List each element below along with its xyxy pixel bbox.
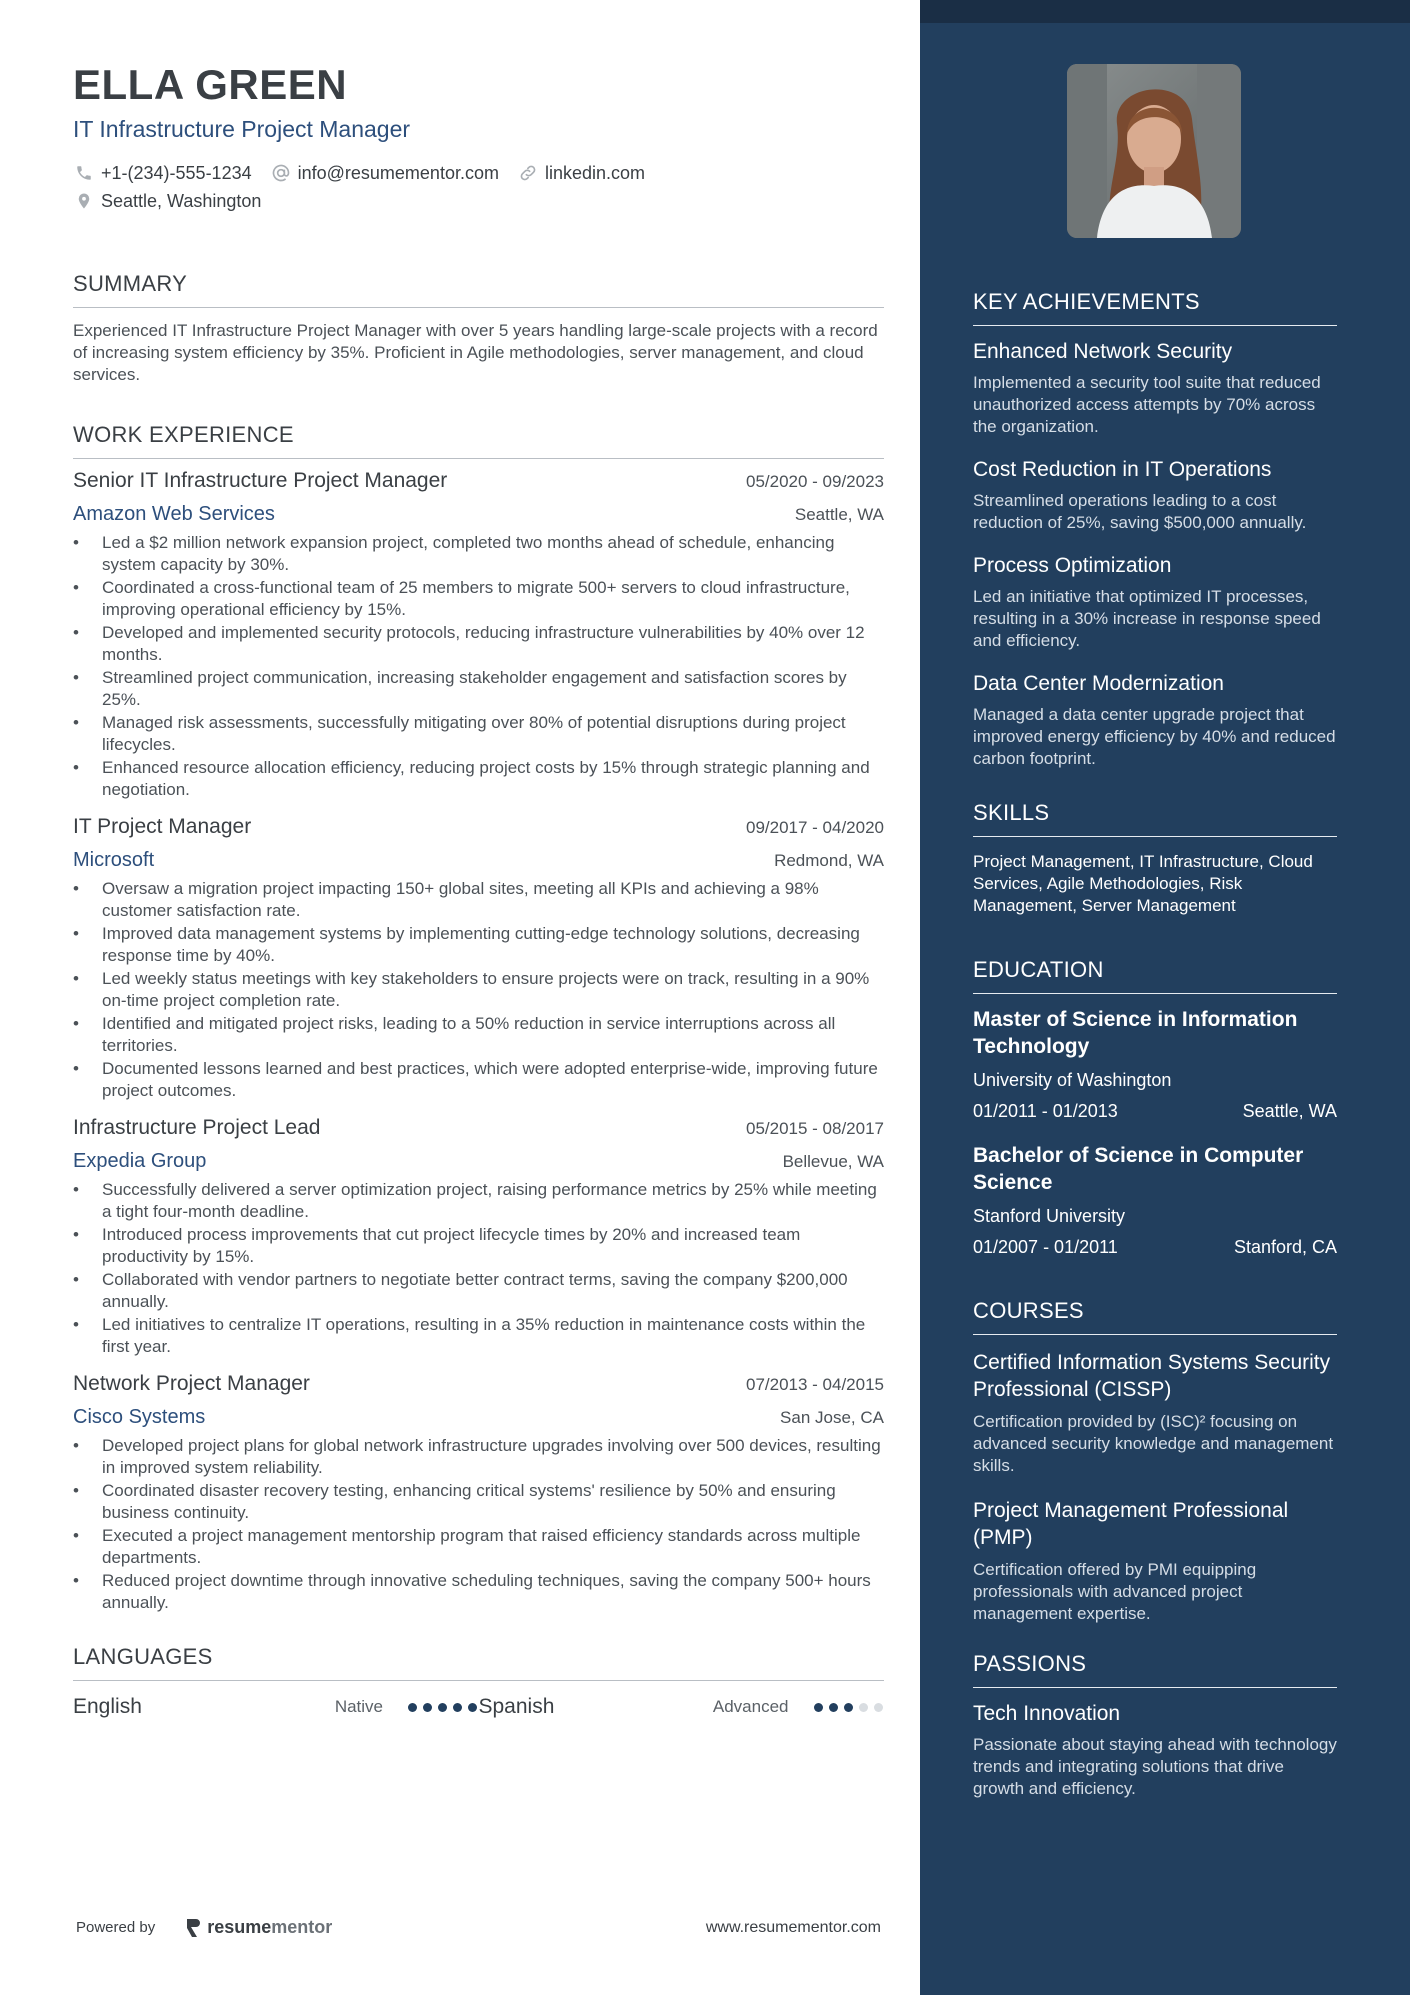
- job-location: Redmond, WA: [774, 851, 884, 871]
- bullet: • Led weekly status meetings with key stakeholders to ensure projects were on track, resulting in a 90% on-time project completion rate.: [73, 968, 884, 1012]
- achievement-text: Implemented a security tool suite that reduced unauthorized access attempts by 70% across the organization.: [973, 373, 1321, 436]
- job-date: 05/2015 - 08/2017: [745, 1119, 884, 1139]
- language-level: Advanced: [712, 1697, 789, 1717]
- bullet: • Led initiatives to centralize IT operations, resulting in a 35% reduction in maintenance costs within the first year.: [73, 1314, 884, 1358]
- achievement-text: Managed a data center upgrade project that improved energy efficiency by 40% and reduced carbon footprint.: [973, 705, 1336, 768]
- language-rating: [814, 1703, 883, 1712]
- passions-heading: PASSIONS: [973, 1651, 1337, 1688]
- job-bullets: [73, 532, 884, 801]
- company-name: Amazon Web Services: [73, 503, 275, 526]
- candidate-role: IT Infrastructure Project Manager: [73, 116, 411, 143]
- contact-phone[interactable]: [73, 162, 252, 184]
- job-title: IT Project Manager: [73, 815, 252, 839]
- achievement-title: Cost Reduction in IT Operations: [973, 458, 1272, 481]
- education-heading: EDUCATION: [973, 957, 1337, 994]
- job-entry: [73, 1116, 884, 1358]
- languages-heading: LANGUAGES: [73, 1644, 884, 1681]
- job-bullets: [73, 878, 884, 1102]
- job-entry: [73, 1372, 884, 1614]
- rating-dot-filled: [453, 1703, 462, 1712]
- experience-section: [73, 422, 884, 1614]
- company-name: Cisco Systems: [73, 1406, 206, 1429]
- bullet: • Collaborated with vendor partners to negotiate better contract terms, saving the company $200,000 annually.: [73, 1269, 884, 1313]
- skills-section: [973, 800, 1337, 917]
- bullet: • Enhanced resource allocation efficiency, reducing project costs by 15% through strategic planning and negotiation.: [73, 757, 884, 801]
- education-degree: Bachelor of Science in Computer Science: [973, 1144, 1304, 1194]
- rating-dot-empty: [874, 1703, 883, 1712]
- bullet: • Documented lessons learned and best practices, which were adopted enterprise-wide, improving future project outcomes.: [73, 1058, 884, 1102]
- rating-dot-filled: [844, 1703, 853, 1712]
- candidate-name: ELLA GREEN: [73, 61, 348, 108]
- summary-section: [73, 271, 884, 386]
- bullet: • Developed and implemented security protocols, reducing infrastructure vulnerabilities by 40% over 12 months.: [73, 622, 884, 666]
- rating-dot-filled: [438, 1703, 447, 1712]
- passions-section: [973, 1651, 1337, 1800]
- contact-linkedin[interactable]: [517, 162, 645, 184]
- achievement-text: Led an initiative that optimized IT processes, resulting in a 30% increase in response speed and efficiency.: [973, 587, 1321, 650]
- job-bullets: [73, 1179, 884, 1358]
- bullet: • Oversaw a migration project impacting 150+ global sites, meeting all KPIs and achieving a 98% customer satisfaction rate.: [73, 878, 884, 922]
- rating-dot-filled: [408, 1703, 417, 1712]
- course-text: Certification provided by (ISC)² focusing on advanced security knowledge and management skills.: [973, 1412, 1334, 1475]
- job-date: 05/2020 - 09/2023: [745, 472, 884, 492]
- main-column: [73, 60, 884, 1727]
- achievement-title: Enhanced Network Security: [973, 340, 1233, 363]
- summary-heading: SUMMARY: [73, 271, 884, 308]
- language-name: English: [73, 1695, 142, 1719]
- profile-photo: [1067, 64, 1241, 238]
- course-text: Certification offered by PMI equipping professionals with advanced project management expertise.: [973, 1560, 1257, 1623]
- course-title: Project Management Professional (PMP): [973, 1499, 1289, 1549]
- education-location: Seattle, WA: [1242, 1101, 1337, 1121]
- rating-dot-filled: [468, 1703, 477, 1712]
- footer: [76, 1917, 881, 1938]
- bullet: • Improved data management systems by implementing cutting-edge technology solutions, decreasing response time by 40%.: [73, 923, 884, 967]
- resumementor-logo[interactable]: [185, 1917, 332, 1938]
- skills-heading: SKILLS: [973, 800, 1337, 837]
- bullet: • Identified and mitigated project risks, leading to a 50% reduction in service interruptions across all territories.: [73, 1013, 884, 1057]
- rating-dot-filled: [814, 1703, 823, 1712]
- sidebar-top-bar: [920, 0, 1410, 23]
- education-school: Stanford University: [973, 1206, 1126, 1226]
- contact-location: [73, 190, 261, 212]
- education-entry: [973, 1006, 1337, 1122]
- rating-dot-empty: [859, 1703, 868, 1712]
- rating-dot-filled: [829, 1703, 838, 1712]
- summary-text: Experienced IT Infrastructure Project Manager with over 5 years handling large-scale projects with a record of increasing system efficiency by 35%. Proficient in Agile methodologies, server management, and cloud services.: [73, 321, 878, 385]
- at-icon: [270, 162, 292, 184]
- rating-dot-filled: [423, 1703, 432, 1712]
- language-rating: [408, 1703, 477, 1712]
- bullet: • Managed risk assessments, successfully mitigating over 80% of potential disruptions during project lifecycles.: [73, 712, 884, 756]
- achievement-title: Process Optimization: [973, 554, 1172, 577]
- job-title: Senior IT Infrastructure Project Manager: [73, 469, 448, 493]
- job-date: 07/2013 - 04/2015: [745, 1375, 884, 1395]
- job-entry: [73, 469, 884, 801]
- job-location: San Jose, CA: [780, 1408, 884, 1428]
- company-name: Microsoft: [73, 849, 155, 872]
- sidebar-column: [973, 289, 1337, 1820]
- education-degree: Master of Science in Information Technology: [973, 1008, 1298, 1058]
- passion-title: Tech Innovation: [973, 1702, 1121, 1725]
- job-date: 09/2017 - 04/2020: [745, 818, 884, 838]
- education-date: 01/2011 - 01/2013: [973, 1101, 1118, 1121]
- linkedin-text: linkedin.com: [544, 162, 646, 183]
- achievements-section: [973, 289, 1337, 770]
- footer-website-link[interactable]: www.resumementor.com: [705, 1918, 881, 1936]
- job-title: Infrastructure Project Lead: [73, 1116, 321, 1140]
- achievement-text: Streamlined operations leading to a cost reduction of 25%, saving $500,000 annually.: [973, 491, 1307, 532]
- resumementor-logo-icon: [185, 1918, 201, 1938]
- bullet: • Coordinated disaster recovery testing, enhancing critical systems' resilience by 50% and ensuring business continuity.: [73, 1480, 884, 1524]
- job-location: Bellevue, WA: [782, 1152, 884, 1172]
- courses-heading: COURSES: [973, 1298, 1337, 1335]
- bullet: • Coordinated a cross-functional team of 25 members to migrate 500+ servers to cloud infrastructure, improving operational efficiency by 15%.: [73, 577, 884, 621]
- passion-text: Passionate about staying ahead with technology trends and integrating solutions that drive growth and efficiency.: [973, 1735, 1337, 1798]
- job-title: Network Project Manager: [73, 1372, 310, 1396]
- bullet: • Reduced project downtime through innovative scheduling techniques, saving the company 500+ hours annually.: [73, 1570, 884, 1614]
- languages-section: [73, 1644, 884, 1727]
- bullet: • Streamlined project communication, increasing stakeholder engagement and satisfaction scores by 25%.: [73, 667, 884, 711]
- education-date: 01/2007 - 01/2011: [973, 1237, 1118, 1257]
- experience-heading: WORK EXPERIENCE: [73, 422, 884, 459]
- achievement-title: Data Center Modernization: [973, 672, 1224, 695]
- education-entry: [973, 1142, 1337, 1258]
- achievements-heading: KEY ACHIEVEMENTS: [973, 289, 1337, 326]
- phone-icon: [73, 162, 95, 184]
- contact-info: [73, 159, 884, 215]
- skills-text: Project Management, IT Infrastructure, Cloud Services, Agile Methodologies, Risk Management, Server Management: [973, 852, 1313, 915]
- bullet: • Executed a project management mentorship program that raised efficiency standards across multiple departments.: [73, 1525, 884, 1569]
- link-icon: [517, 162, 539, 184]
- powered-by: [76, 1917, 332, 1938]
- location-pin-icon: [73, 190, 95, 212]
- education-section: [973, 957, 1337, 1258]
- brand-part-a: resume: [207, 1917, 272, 1937]
- language-name: Spanish: [478, 1695, 555, 1719]
- brand-part-b: mentor: [271, 1917, 333, 1937]
- language-english: [73, 1695, 479, 1719]
- bullet: • Successfully delivered a server optimization project, raising performance metrics by 25% while meeting a tight four-month deadline.: [73, 1179, 884, 1223]
- bullet: • Led a $2 million network expansion project, completed two months ahead of schedule, enhancing system capacity by 30%.: [73, 532, 884, 576]
- language-spanish: [479, 1695, 885, 1719]
- education-location: Stanford, CA: [1233, 1237, 1337, 1257]
- contact-email[interactable]: [270, 162, 499, 184]
- course-title: Certified Information Systems Security Professional (CISSP): [973, 1351, 1331, 1401]
- location-text: Seattle, Washington: [101, 190, 262, 211]
- job-location: Seattle, WA: [794, 505, 884, 525]
- education-school: University of Washington: [973, 1070, 1172, 1090]
- email-text: info@resumementor.com: [297, 162, 499, 183]
- powered-by-label: Powered by: [76, 1919, 156, 1936]
- courses-section: [973, 1298, 1337, 1625]
- bullet: • Developed project plans for global network infrastructure upgrades involving over 500 devices, resulting in improved system reliability.: [73, 1435, 884, 1479]
- company-name: Expedia Group: [73, 1150, 207, 1173]
- job-entry: [73, 815, 884, 1102]
- phone-text: +1-(234)-555-1234: [101, 162, 252, 183]
- bullet: • Introduced process improvements that cut project lifecycle times by 20% and increased team productivity by 15%.: [73, 1224, 884, 1268]
- language-level: Native: [334, 1697, 383, 1717]
- job-bullets: [73, 1435, 884, 1614]
